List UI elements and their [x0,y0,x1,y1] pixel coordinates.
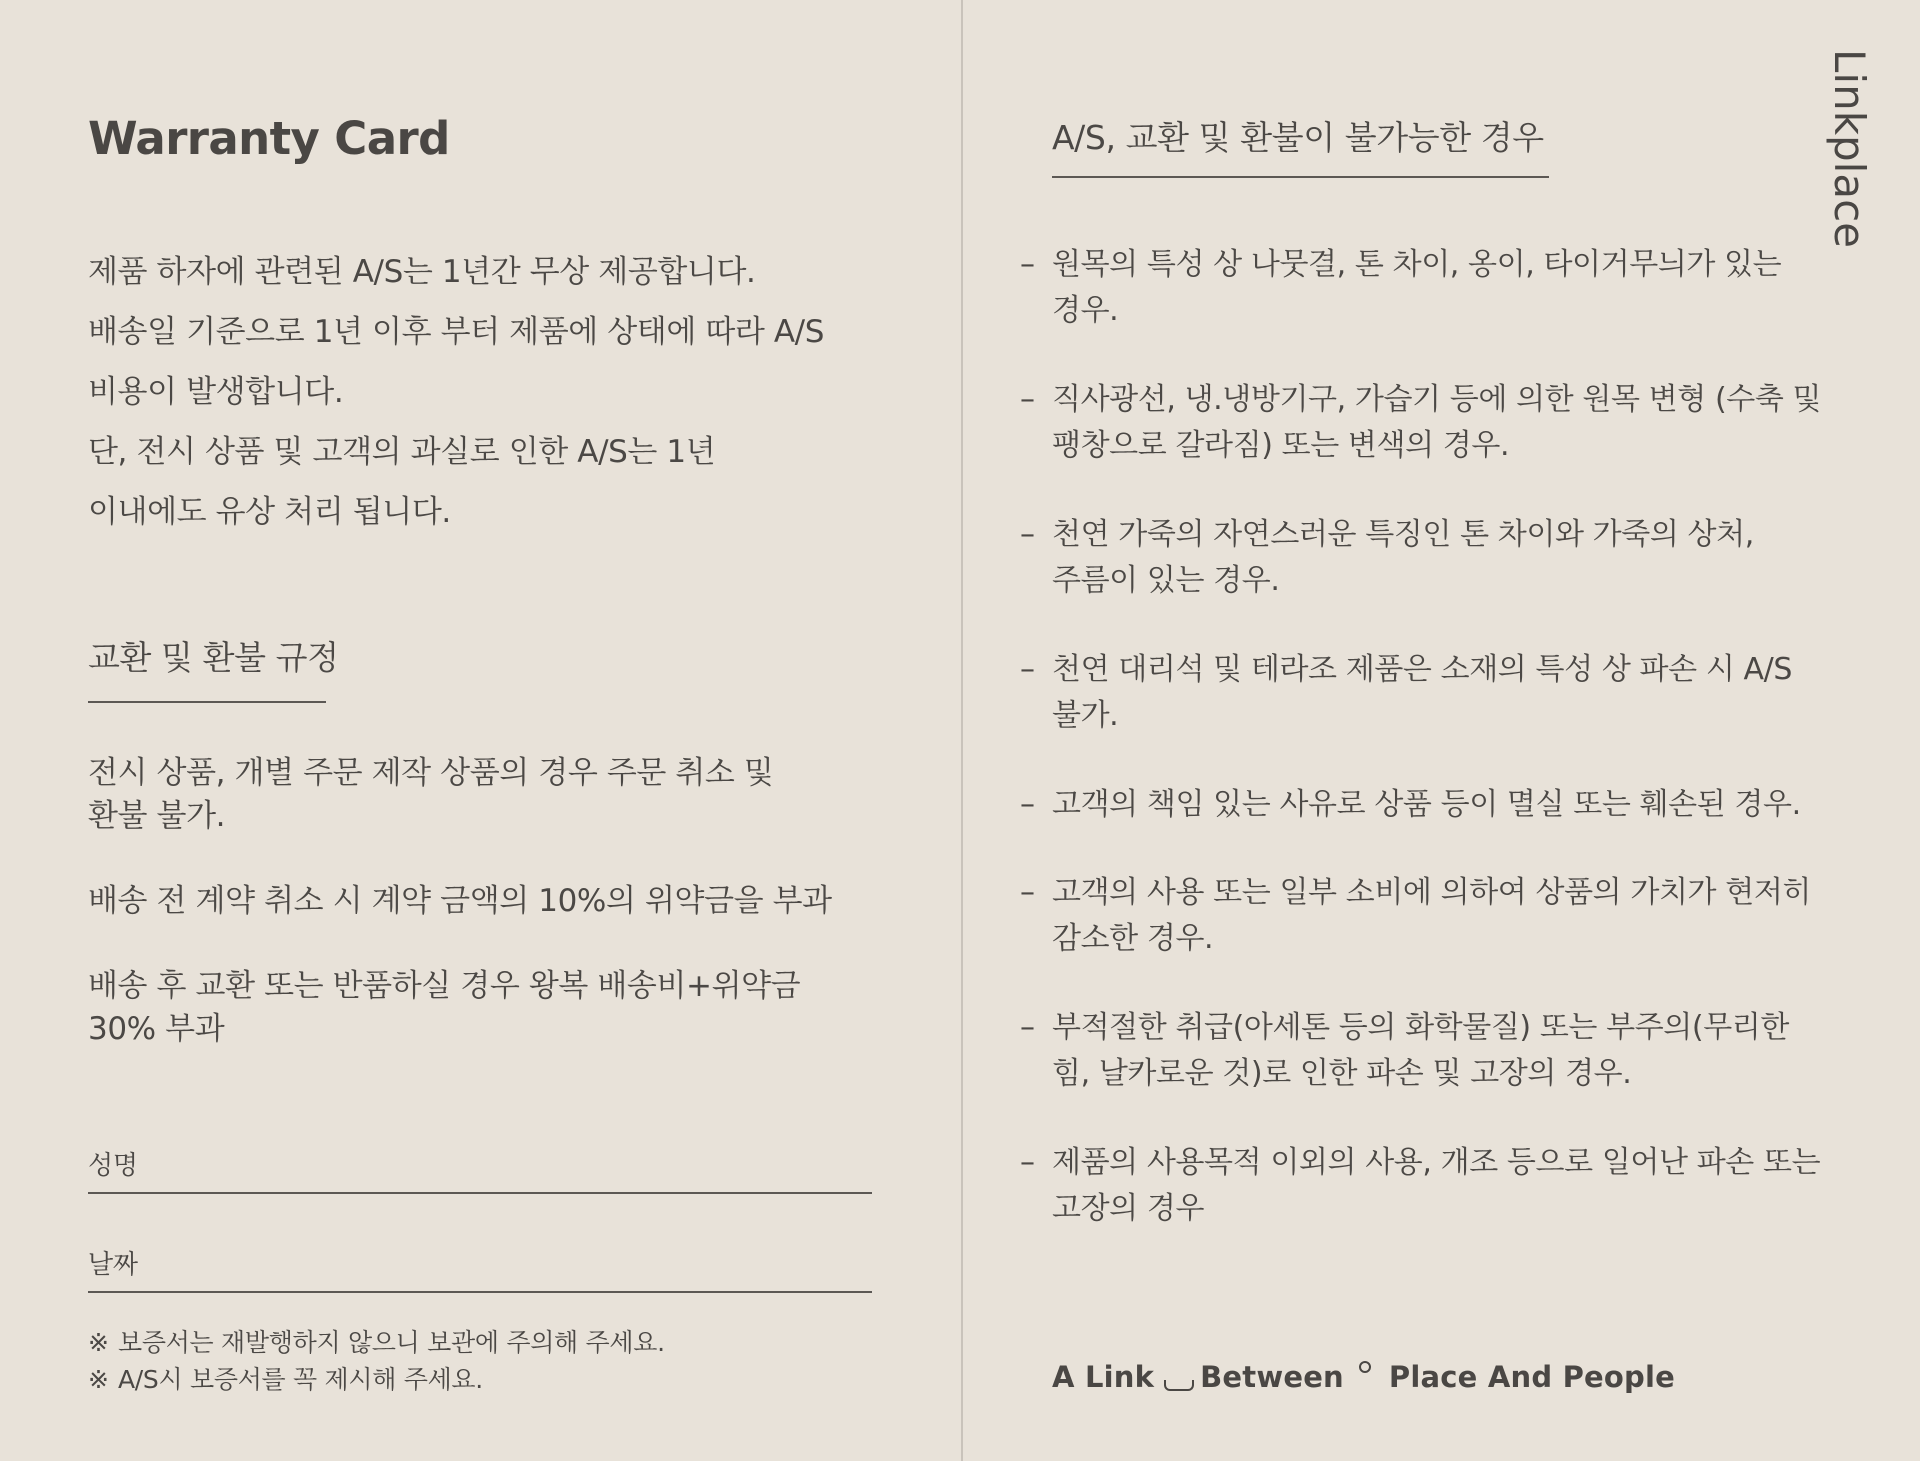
exception-text [1052,647,1842,739]
exception-line: 원목의 특성 상 나뭇결, 톤 차이, 옹이, 타이거무늬가 있는 [1052,247,1782,282]
intro-line-2: 배송일 기준으로 1년 이후 부터 제품에 상태에 따라 A/S [88,314,825,350]
name-field-label: 성명 [88,1151,138,1181]
name-field[interactable] [88,1145,872,1194]
link-icon [1164,1380,1194,1391]
exception-line: 천연 가죽의 자연스러운 특징인 톤 차이와 가죽의 상처, [1052,517,1754,552]
tagline-part-1: A Link [1052,1360,1155,1394]
exception-text [1052,242,1842,334]
exception-item-2 [1020,377,1850,512]
policy-line: 배송 전 계약 취소 시 계약 금액의 10%의 위약금을 부과 [88,883,832,919]
right-panel [1020,0,1850,1461]
exception-item-3 [1020,512,1850,647]
dash-icon: – [1020,1145,1035,1180]
warranty-notes [88,1324,878,1398]
degree-icon [1359,1361,1371,1373]
exception-line: 고객의 사용 또는 일부 소비에 의하여 상품의 가치가 현저히 [1052,875,1812,910]
policy-item-1 [88,752,878,838]
exception-text [1052,870,1842,962]
date-field-label: 날짜 [88,1250,138,1280]
exception-line: 힘, 날카로운 것)로 인한 파손 및 고장의 경우. [1052,1056,1632,1091]
note-mark: ※ [88,1328,109,1357]
exception-item-6 [1020,870,1850,1005]
exceptions-list [1020,242,1850,1275]
dash-icon: – [1020,652,1035,687]
exception-line: 경우. [1052,293,1119,328]
page-title: Warranty Card [88,112,450,165]
exception-line: 팽창으로 갈라짐) 또는 변색의 경우. [1052,428,1510,463]
exception-line: 주름이 있는 경우. [1052,563,1280,598]
policy-line: 환불 불가. [88,798,226,834]
brand-tagline [1052,1360,1675,1394]
policy-line: 전시 상품, 개별 주문 제작 상품의 경우 주문 취소 및 [88,755,774,791]
note-text: 보증서는 재발행하지 않으니 보관에 주의해 주세요. [118,1328,665,1357]
intro-line-4: 단, 전시 상품 및 고객의 과실로 인한 A/S는 1년 [88,434,716,470]
note-item-1 [88,1324,878,1361]
intro-line-5: 이내에도 유상 처리 됩니다. [88,494,451,530]
exception-text [1052,377,1842,469]
policy-item-3 [88,965,878,1051]
exceptions-title: A/S, 교환 및 환불이 불가능한 경우 [1052,112,1549,178]
exception-item-7 [1020,1005,1850,1140]
exception-line: 제품의 사용목적 이외의 사용, 개조 등으로 일어난 파손 또는 [1052,1145,1821,1180]
exception-item-5 [1020,782,1850,870]
dash-icon: – [1020,1010,1035,1045]
note-mark: ※ [88,1365,109,1394]
exception-text [1052,512,1842,604]
exception-line: 고객의 책임 있는 사유로 상품 등이 멸실 또는 훼손된 경우. [1052,787,1801,822]
exception-line: 고장의 경우 [1052,1191,1205,1226]
exception-line: 불가. [1052,698,1119,733]
dash-icon: – [1020,517,1035,552]
dash-icon: – [1020,382,1035,417]
tagline-part-3: Place And People [1388,1360,1675,1394]
refund-policy-title: 교환 및 환불 규정 [88,632,326,703]
policy-item-2 [88,880,878,923]
dash-icon: – [1020,247,1035,282]
exception-text [1052,782,1842,828]
exception-item-8 [1020,1140,1850,1275]
dash-icon: – [1020,875,1035,910]
left-panel [88,0,878,1461]
exception-line: 직사광선, 냉.냉방기구, 가습기 등에 의한 원목 변형 (수축 및 [1052,382,1822,417]
exception-text [1052,1140,1842,1232]
dash-icon: – [1020,787,1035,822]
tagline-part-2: Between [1200,1360,1344,1394]
center-divider [961,0,963,1461]
note-text: A/S시 보증서를 꼭 제시해 주세요. [118,1365,483,1394]
intro-line-1: 제품 하자에 관련된 A/S는 1년간 무상 제공합니다. [88,254,756,290]
exception-text [1052,1005,1842,1097]
policy-line: 30% 부과 [88,1011,225,1047]
warranty-intro [88,242,888,542]
exception-item-4 [1020,647,1850,782]
note-item-2 [88,1361,878,1398]
exception-line: 감소한 경우. [1052,921,1214,956]
exception-item-1 [1020,242,1850,377]
brand-name: Linkplace [1825,49,1874,249]
exception-line: 천연 대리석 및 테라조 제품은 소재의 특성 상 파손 시 A/S [1052,652,1793,687]
intro-line-3: 비용이 발생합니다. [88,374,344,410]
brand-logo [1820,49,1900,249]
exception-line: 부적절한 취급(아세톤 등의 화학물질) 또는 부주의(무리한 [1052,1010,1789,1045]
policy-line: 배송 후 교환 또는 반품하실 경우 왕복 배송비+위약금 [88,968,801,1004]
date-field[interactable] [88,1244,872,1293]
